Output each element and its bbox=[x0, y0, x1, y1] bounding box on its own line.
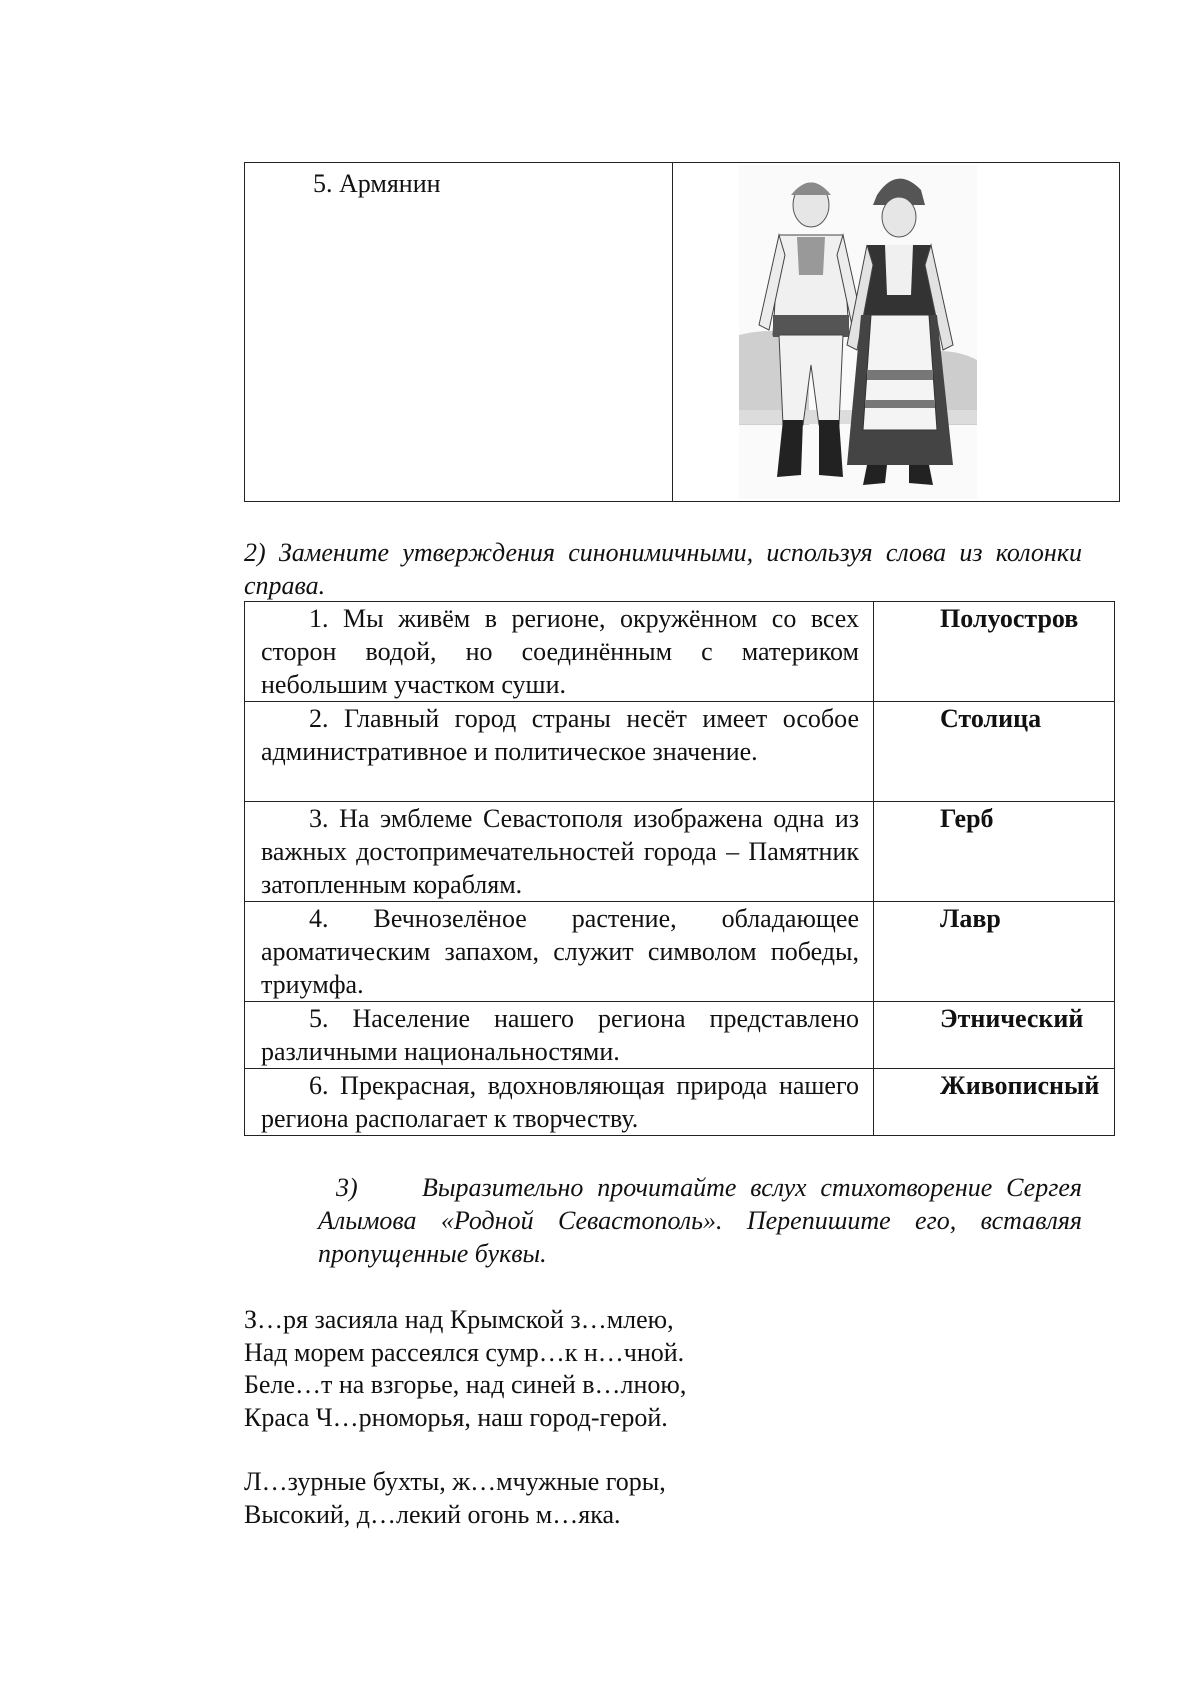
answer-word-cell: Живописный bbox=[874, 1069, 1115, 1136]
poem-line: З…ря засияла над Крымской з…млею, bbox=[244, 1305, 674, 1334]
answer-word-cell: Лавр bbox=[874, 902, 1115, 1002]
synonym-table bbox=[244, 601, 1115, 1136]
poem bbox=[244, 1304, 686, 1531]
answer-word-cell: Полуостров bbox=[874, 602, 1115, 702]
table-row bbox=[245, 1002, 1115, 1069]
statement-cell: 1. Мы живём в регионе, окружённом со всех сторон водой, но соединённым с материком небольшим участком суши. bbox=[245, 602, 874, 702]
statement-cell: 3. На эмблеме Севастополя изображена одна из важных достопримечательностей города – Памятник затопленным кораблям. bbox=[245, 802, 874, 902]
nationality-label: 5. Армянин bbox=[313, 169, 441, 198]
task3-instruction bbox=[318, 1171, 1082, 1270]
statement-cell: 5. Население нашего региона представлено различными национальностями. bbox=[245, 1002, 874, 1069]
illustration-cell bbox=[673, 163, 1120, 502]
statement-cell: 2. Главный город страны несёт имеет особое административное и политическое значение. bbox=[245, 702, 874, 802]
table-row bbox=[245, 802, 1115, 902]
poem-line: Над морем рассеялся сумр…к н…чной. bbox=[244, 1337, 685, 1367]
task3-number: 3) bbox=[336, 1173, 358, 1202]
poem-line: Л…зурные бухты, ж…мчужные горы, bbox=[244, 1467, 666, 1496]
table-row bbox=[245, 602, 1115, 702]
folk-costume-couple-illustration bbox=[739, 165, 977, 499]
poem-line: Высокий, д…лекий огонь м…яка. bbox=[244, 1499, 621, 1529]
answer-word-cell: Герб bbox=[874, 802, 1115, 902]
task2-instruction: 2) Замените утверждения синонимичными, используя слова из колонки справа. bbox=[244, 538, 1082, 600]
statement-cell: 4. Вечнозелёное растение, обладающее ароматическим запахом, служит символом победы, триумфа. bbox=[245, 902, 874, 1002]
table-row bbox=[245, 702, 1115, 802]
table-row bbox=[245, 902, 1115, 1002]
statement-cell: 6. Прекрасная, вдохновляющая природа нашего региона располагает к творчеству. bbox=[245, 1069, 874, 1136]
stanza-gap bbox=[244, 1434, 686, 1466]
poem-line: Краса Ч…рноморья, наш город-герой. bbox=[244, 1402, 668, 1432]
answer-word-cell: Столица bbox=[874, 702, 1115, 802]
task3-text: Выразительно прочитайте вслух стихотворение Сергея Алымова «Родной Севастополь». Перепишите его, вставляя пропущенные буквы. bbox=[318, 1173, 1082, 1268]
answer-word-cell: Этнический bbox=[874, 1002, 1115, 1069]
nationality-cell bbox=[245, 163, 673, 502]
table-row bbox=[245, 1069, 1115, 1136]
poem-line: Беле…т на взгорье, над синей в…лною, bbox=[244, 1370, 687, 1399]
nationality-table bbox=[244, 162, 1120, 502]
